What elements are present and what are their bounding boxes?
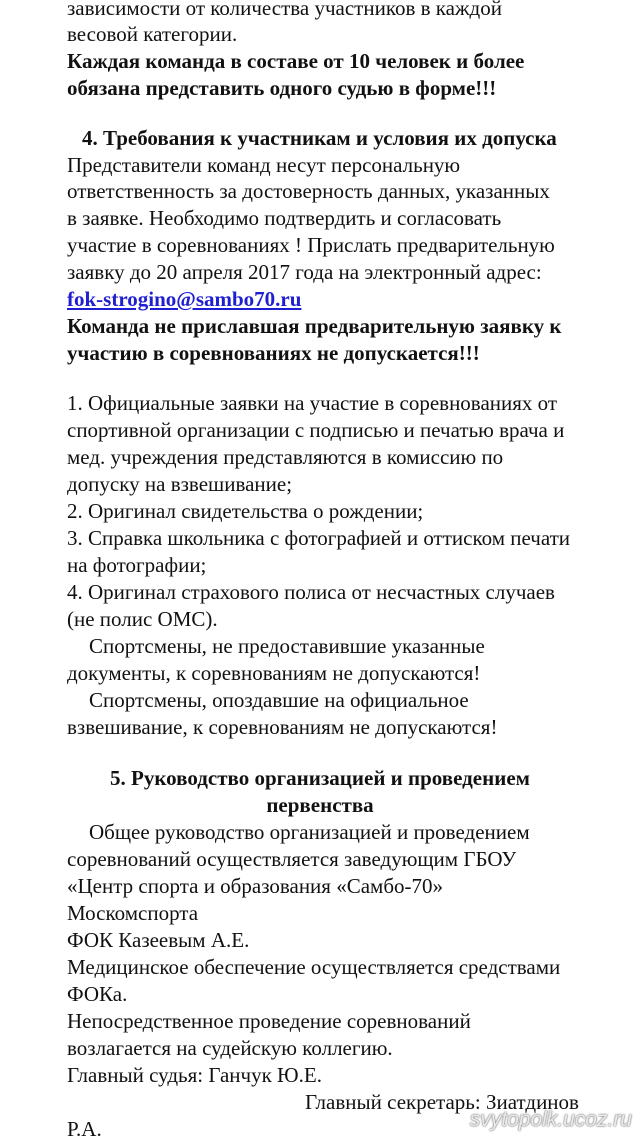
requirements-list-line: 4. Оригинал страхового полиса от несчастных случаев (67, 580, 555, 604)
requirements-list-line: допуску на взвешивание; (67, 472, 293, 496)
email-link[interactable]: fok-strogino@sambo70.ru (67, 287, 302, 311)
requirements-list-line: (не полис ОМС). (67, 607, 218, 631)
intro-line: зависимости от количества участников в каждой (67, 0, 502, 20)
requirements-list-line: 2. Оригинал свидетельства о рождении; (67, 499, 424, 523)
section-4-paragraph-line: ответственность за достоверность данных, указанных (67, 179, 550, 203)
section-5-paragraph-line: Непосредственное проведение соревнований (67, 1009, 471, 1033)
requirements-list-line: 1. Официальные заявки на участие в соревнованиях от (67, 391, 558, 415)
requirements-list-line: мед. учреждения представляются в комиссию по (67, 445, 504, 469)
section-5-paragraph-line: соревнований осуществляется заведующим ГБОУ (67, 847, 517, 871)
section-5-paragraph-line: Общее руководство организацией и проведением (89, 820, 530, 844)
admission-rule-line: взвешивание, к соревнованиям не допускаются! (67, 715, 498, 739)
requirements-list-line: 3. Справка школьника с фотографией и оттиском печати (67, 526, 571, 550)
section-4-paragraph-line: участие в соревнованиях ! Прислать предварительную (67, 233, 555, 257)
section-5-paragraph-line: Медицинское обеспечение осуществляется средствами (67, 955, 561, 979)
intro-line: весовой категории. (67, 22, 238, 46)
section-5-paragraph-line: Москомспорта (67, 901, 199, 925)
requirements-list-line: на фотографии; (67, 553, 207, 577)
section-5-heading: 5. Руководство организацией и проведением (110, 766, 530, 790)
judge-notice-line: обязана представить одного судью в форме!!! (67, 76, 497, 100)
preliminary-application-notice: участию в соревнованиях не допускается!!! (67, 341, 480, 365)
section-4-paragraph-line: заявку до 20 апреля 2017 года на электронный адрес: (67, 260, 542, 284)
section-5-paragraph-line: возлагается на судейскую коллегию. (67, 1036, 393, 1060)
section-5-paragraph-line: «Центр спорта и образования «Самбо-70» (67, 874, 444, 898)
section-5-paragraph-line: ФОКа. (67, 982, 128, 1006)
section-4-heading: 4. Требования к участникам и условия их допуска (82, 126, 557, 150)
judge-notice-line: Каждая команда в составе от 10 человек и более (67, 49, 525, 73)
chief-secretary-line: Главный секретарь: Зиатдинов (305, 1090, 579, 1114)
chief-secretary-line: Р.А. (67, 1117, 102, 1141)
admission-rule-line: Спортсмены, опоздавшие на официальное (89, 688, 469, 712)
section-4-paragraph-line: Представители команд несут персональную (67, 153, 461, 177)
requirements-list-line: спортивной организации с подписью и печатью врача и (67, 418, 565, 442)
section-4-paragraph-line: в заявке. Необходимо подтвердить и согласовать (67, 206, 502, 230)
admission-rule-line: Спортсмены, не предоставившие указанные (89, 634, 485, 658)
watermark: svytopolk.ucoz.ru (469, 1108, 632, 1131)
section-5-paragraph-line: ФОК Казеевым А.Е. (67, 928, 250, 952)
admission-rule-line: документы, к соревнованиям не допускаются! (67, 661, 481, 685)
chief-judge-line: Главный судья: Ганчук Ю.Е. (67, 1063, 322, 1087)
preliminary-application-notice: Команда не приславшая предварительную заявку к (67, 314, 562, 338)
section-5-heading: первенства (266, 793, 374, 817)
